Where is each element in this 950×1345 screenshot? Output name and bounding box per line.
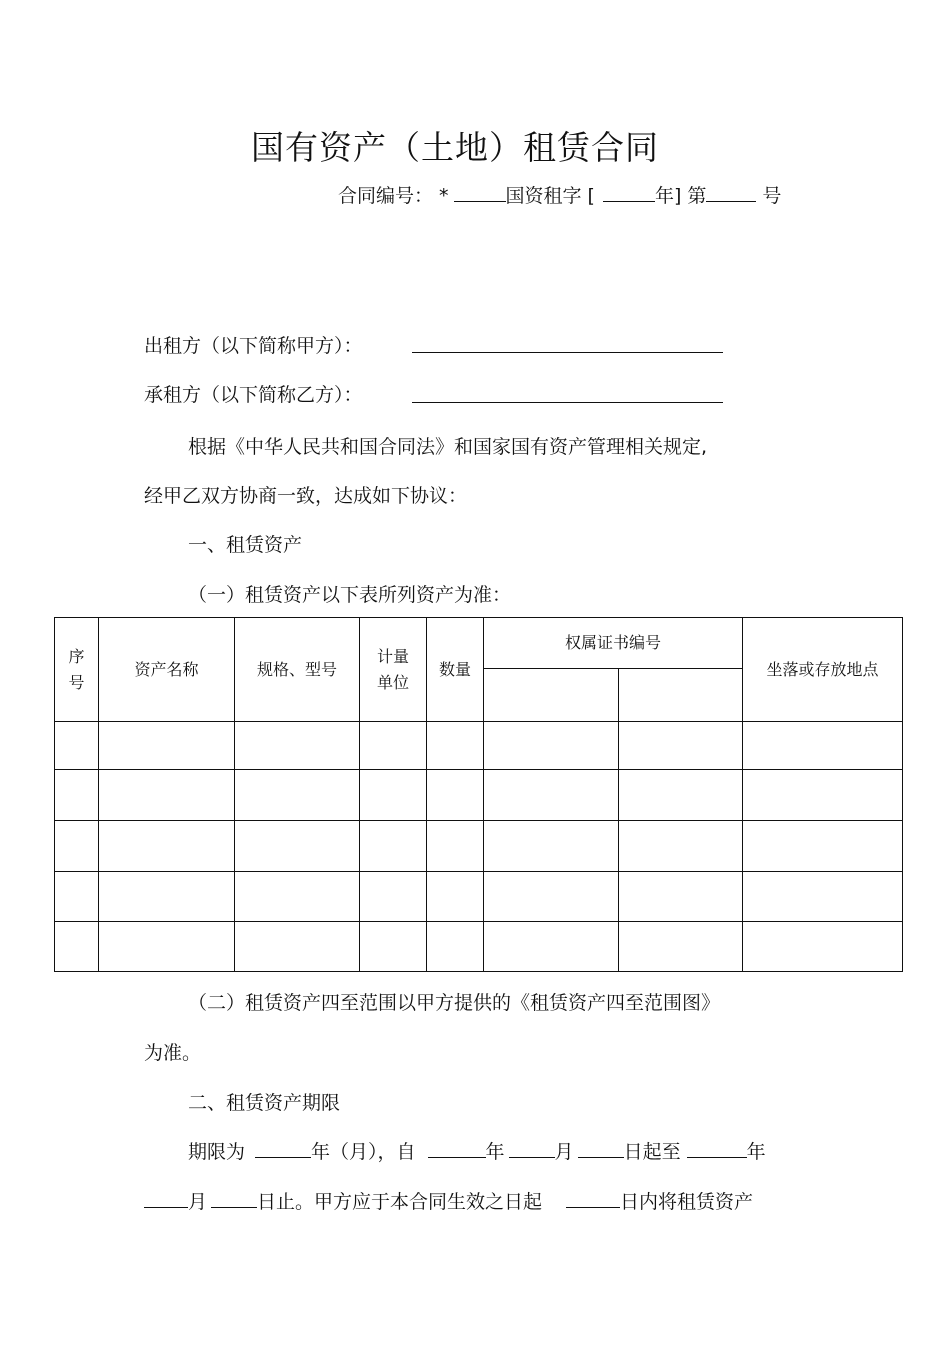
section-1-sub-2-line-1: （二）租赁资产四至范围以甲方提供的《租赁资产四至范围图》 xyxy=(188,992,721,1014)
table-cell[interactable] xyxy=(484,770,619,821)
table-cell[interactable] xyxy=(235,922,360,972)
table-cell[interactable] xyxy=(427,872,484,922)
term-text-c: 年 xyxy=(485,1141,505,1163)
table-cell[interactable] xyxy=(619,770,743,821)
table-cell[interactable] xyxy=(99,770,235,821)
contract-number-year: 年] 第 xyxy=(654,185,707,207)
table-cell[interactable] xyxy=(99,872,235,922)
table-cell[interactable] xyxy=(99,821,235,872)
start-day-blank[interactable] xyxy=(578,1137,624,1158)
header-seq: 序号 xyxy=(55,618,99,722)
contract-number-label: 合同编号： xyxy=(338,185,434,207)
end-day-blank[interactable] xyxy=(211,1187,257,1208)
term-line-1 xyxy=(188,1137,766,1164)
term-blank[interactable] xyxy=(255,1137,311,1158)
table-cell[interactable] xyxy=(619,872,743,922)
table-cell[interactable] xyxy=(427,922,484,972)
section-2-heading: 二、租赁资产期限 xyxy=(188,1092,341,1114)
asset-table xyxy=(54,617,903,972)
contract-number-end: 号 xyxy=(762,185,782,207)
table-row xyxy=(55,821,903,872)
lessee-label: 承租方（以下简称乙方）： xyxy=(144,384,363,406)
table-cell[interactable] xyxy=(743,922,903,972)
table-cell[interactable] xyxy=(427,770,484,821)
table-cell[interactable] xyxy=(743,872,903,922)
contract-year-blank[interactable] xyxy=(603,181,655,202)
table-cell[interactable] xyxy=(55,922,99,972)
table-cell[interactable] xyxy=(743,821,903,872)
term-text-f: 年 xyxy=(746,1141,766,1163)
table-cell[interactable] xyxy=(743,722,903,770)
start-year-blank[interactable] xyxy=(428,1137,486,1158)
section-1-heading: 一、租赁资产 xyxy=(188,534,303,556)
term-text-g: 月 xyxy=(188,1191,208,1213)
table-cell[interactable] xyxy=(619,821,743,872)
header-qty: 数量 xyxy=(427,618,484,722)
table-row xyxy=(55,770,903,821)
table-row xyxy=(55,722,903,770)
table-cell[interactable] xyxy=(235,770,360,821)
table-cell[interactable] xyxy=(427,821,484,872)
term-text-i: 日内将租赁资产 xyxy=(620,1191,754,1213)
header-cert: 权属证书编号 xyxy=(484,618,743,669)
header-location: 坐落或存放地点 xyxy=(743,618,903,722)
handover-days-blank[interactable] xyxy=(566,1187,620,1208)
table-cell[interactable] xyxy=(360,922,427,972)
contract-number-line xyxy=(338,181,781,208)
preamble-line-1: 根据《中华人民共和国合同法》和国家国有资产管理相关规定, xyxy=(188,436,708,458)
preamble-line-2: 经甲乙双方协商一致，达成如下协议： xyxy=(144,485,468,507)
table-row xyxy=(55,922,903,972)
table-cell[interactable] xyxy=(360,770,427,821)
table-row xyxy=(55,872,903,922)
lessor-blank[interactable] xyxy=(412,352,723,353)
table-cell[interactable] xyxy=(55,821,99,872)
term-text-d: 月 xyxy=(554,1141,574,1163)
term-text-h: 日止。甲方应于本合同生效之日起 xyxy=(257,1191,543,1213)
table-cell[interactable] xyxy=(360,821,427,872)
header-spec: 规格、型号 xyxy=(235,618,360,722)
lessor-label: 出租方（以下简称甲方）： xyxy=(144,335,363,357)
document-title: 国有资产（土地）租赁合同 xyxy=(251,128,659,167)
table-cell[interactable] xyxy=(484,821,619,872)
contract-prefix-blank[interactable] xyxy=(454,181,506,202)
term-line-2 xyxy=(144,1187,753,1214)
table-cell[interactable] xyxy=(484,722,619,770)
table-cell[interactable] xyxy=(360,722,427,770)
table-cell[interactable] xyxy=(427,722,484,770)
header-cert-sub-2 xyxy=(619,669,743,722)
contract-number-star: * xyxy=(439,185,449,207)
contract-number-mid: 国资租字 [ xyxy=(505,185,595,207)
term-label: 期限为 xyxy=(188,1141,246,1163)
contract-seq-blank[interactable] xyxy=(706,181,756,202)
table-cell[interactable] xyxy=(55,770,99,821)
lessee-blank[interactable] xyxy=(412,402,723,403)
table-cell[interactable] xyxy=(55,722,99,770)
table-cell[interactable] xyxy=(235,872,360,922)
table-cell[interactable] xyxy=(484,922,619,972)
table-cell[interactable] xyxy=(484,872,619,922)
term-text-b: 年（月），自 xyxy=(311,1141,416,1163)
table-cell[interactable] xyxy=(235,821,360,872)
table-header-row xyxy=(55,618,903,669)
start-month-blank[interactable] xyxy=(509,1137,555,1158)
header-name: 资产名称 xyxy=(99,618,235,722)
table-cell[interactable] xyxy=(55,872,99,922)
term-text-e: 日起至 xyxy=(623,1141,681,1163)
header-unit: 计量单位 xyxy=(360,618,427,722)
table-cell[interactable] xyxy=(743,770,903,821)
table-cell[interactable] xyxy=(360,872,427,922)
section-1-sub-2-line-2: 为准。 xyxy=(144,1042,202,1064)
table-cell[interactable] xyxy=(99,922,235,972)
table-cell[interactable] xyxy=(235,722,360,770)
end-year-blank[interactable] xyxy=(687,1137,747,1158)
end-month-blank[interactable] xyxy=(144,1187,188,1208)
section-1-sub-1: （一）租赁资产以下表所列资产为准： xyxy=(188,584,512,606)
table-cell[interactable] xyxy=(619,722,743,770)
table-cell[interactable] xyxy=(99,722,235,770)
header-cert-sub-1 xyxy=(484,669,619,722)
table-cell[interactable] xyxy=(619,922,743,972)
